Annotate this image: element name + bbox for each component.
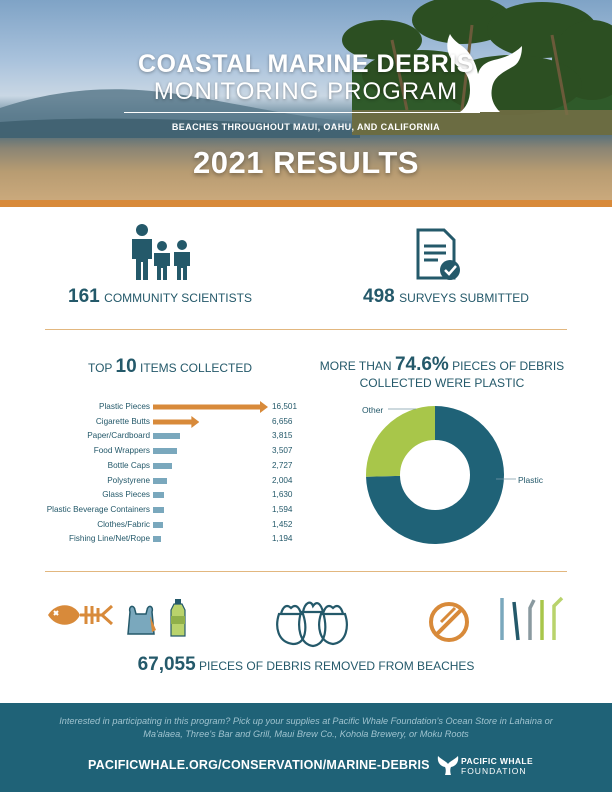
program-subtitle: BEACHES THROUGHOUT MAUI, OAHU, AND CALIFORNIA (171, 122, 441, 132)
title-divider (124, 112, 480, 113)
stat-scientists (60, 286, 260, 308)
bar-label: Clothes/Fabric (97, 519, 150, 529)
surveys-label: SURVEYS SUBMITTED (399, 291, 529, 305)
plastic-title-pct: 74.6% (394, 354, 449, 375)
bar-value: 1,630 (272, 490, 293, 500)
org-name-line1: PACIFIC WHALE (461, 756, 534, 766)
plastic-title (312, 356, 572, 392)
program-title-line2: MONITORING PROGRAM (153, 78, 459, 105)
total-debris-count: 67,055 (137, 654, 196, 675)
bar (153, 463, 172, 469)
top-items-title (60, 356, 280, 378)
bar (153, 536, 161, 542)
bar-label: Paper/Cardboard (87, 431, 150, 441)
bottle-icon (168, 598, 188, 638)
plastic-title-line2: COLLECTED WERE PLASTIC (359, 376, 525, 390)
bar-label: Plastic Pieces (99, 402, 150, 411)
scientists-label: COMMUNITY SCIENTISTS (104, 291, 252, 305)
program-url-link[interactable]: PACIFICWHALE.ORG/CONSERVATION/MARINE-DEBRIS (88, 758, 430, 772)
bar-value: 2,727 (272, 460, 293, 470)
org-name-line2: FOUNDATION (461, 766, 527, 776)
plastic-title-post: PIECES OF DEBRIS (452, 359, 565, 373)
plastic-donut-chart (364, 404, 506, 546)
bar-row (0, 459, 312, 473)
bar-label: Glass Pieces (102, 490, 150, 500)
bar-label: Polystyrene (107, 475, 150, 485)
donut-leader-plastic (496, 474, 518, 484)
bar-label: Food Wrappers (93, 446, 150, 456)
surveys-count: 498 (363, 286, 395, 307)
footer (0, 703, 612, 792)
bar-value: 1,594 (272, 504, 293, 514)
top-items-title-pre: TOP (87, 361, 113, 375)
bar-value: 3,815 (272, 431, 293, 441)
bar-row (0, 474, 312, 488)
bar-label: Cigarette Butts (95, 416, 150, 426)
whale-tail-logo-icon (436, 754, 460, 776)
bar-label: Bottle Caps (107, 460, 150, 470)
straws-icon (496, 594, 570, 642)
total-debris (0, 654, 612, 676)
header-banner (0, 0, 612, 200)
bar-label: Fishing Line/Net/Rope (68, 534, 150, 544)
program-title-line1: COASTAL MARINE DEBRIS (138, 50, 474, 78)
bar-value: 6,656 (272, 416, 293, 426)
bar-row (0, 518, 312, 532)
bar-value: 3,507 (272, 446, 293, 456)
bar-row (0, 415, 312, 429)
plastic-bag-icon (126, 602, 158, 636)
plastic-title-pre: MORE THAN (319, 359, 392, 373)
participation-note: Interested in participating in this program? Pick up your supplies at Pacific Whale Foundation's Ocean Store in Lahaina or Ma'alaea, Three's Bar and Grill, Maui Brew Co., Kohola Brewery, or Moku Roots (59, 716, 553, 739)
bar-arrow (153, 401, 268, 413)
bar (153, 433, 180, 439)
bar (153, 478, 167, 484)
bar-value: 1,194 (272, 534, 293, 544)
stat-surveys (336, 286, 556, 308)
bar-row (0, 503, 312, 517)
bar-value: 16,501 (272, 402, 298, 411)
family-icon (128, 224, 196, 280)
bar-value: 2,004 (272, 475, 293, 485)
bar (153, 522, 163, 528)
top-items-title-num: 10 (115, 356, 137, 377)
fish-skeleton-icon (44, 598, 114, 632)
results-title: 2021 RESULTS (193, 145, 419, 180)
donut-label-other: Other (362, 405, 384, 415)
bar (153, 492, 164, 498)
bar-row (0, 400, 312, 414)
survey-document-icon (412, 228, 462, 282)
total-debris-label: PIECES OF DEBRIS REMOVED FROM BEACHES (199, 659, 475, 673)
bar (153, 448, 177, 454)
donut-leader-other (388, 404, 418, 414)
header-accent-bar (0, 200, 612, 207)
no-straw-icon (427, 600, 471, 644)
debris-bags-icon (273, 596, 351, 648)
bar-row (0, 444, 312, 458)
donut-slice-other (383, 423, 435, 476)
bar-row (0, 429, 312, 443)
bar-row (0, 532, 312, 546)
bar-label: Plastic Beverage Containers (46, 504, 150, 514)
section-divider-top (45, 329, 567, 330)
bar (153, 507, 164, 513)
donut-label-plastic: Plastic (518, 475, 544, 485)
section-divider-bottom (45, 571, 567, 572)
scientists-count: 161 (68, 286, 100, 307)
bar-row (0, 488, 312, 502)
top-items-title-post: ITEMS COLLECTED (140, 361, 253, 375)
bar-value: 1,452 (272, 519, 293, 529)
bar-arrow (153, 416, 199, 428)
